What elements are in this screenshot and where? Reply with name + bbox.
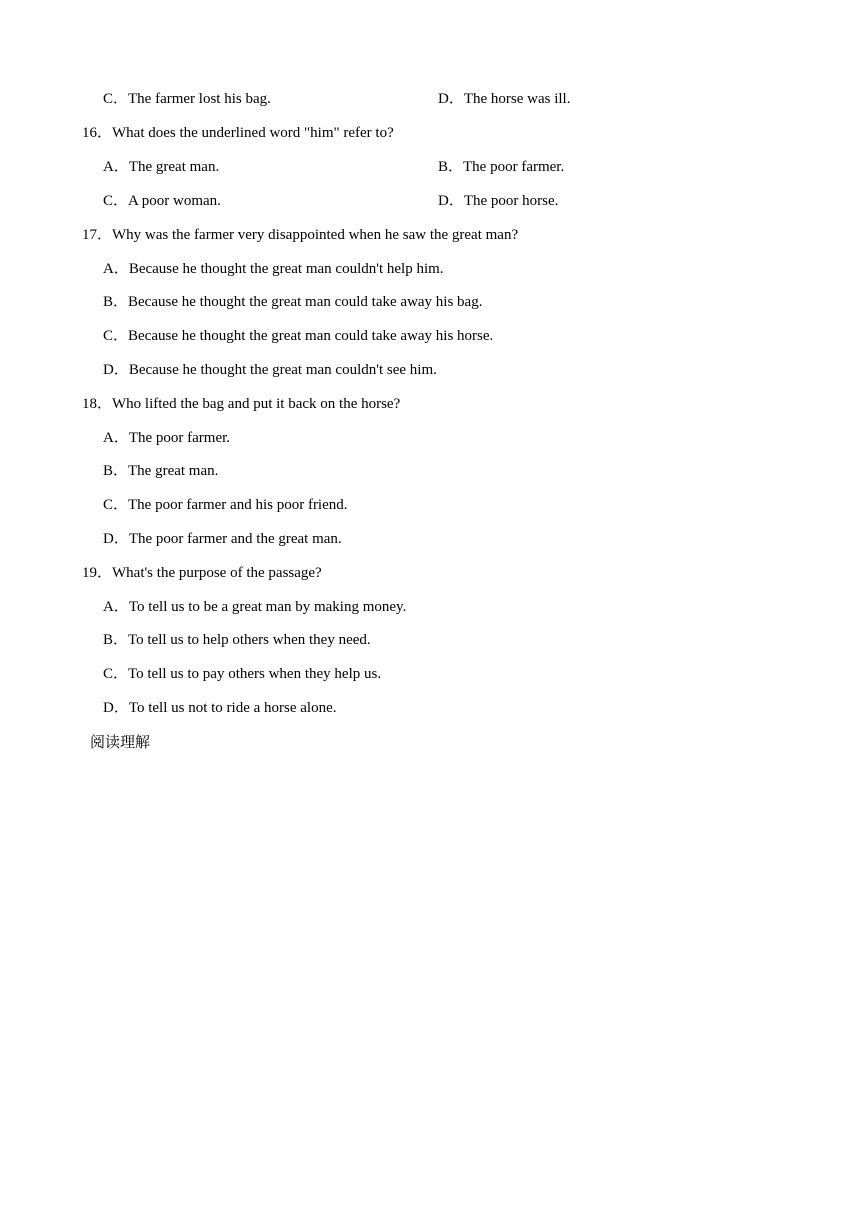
q16-option-c: C．A poor woman. xyxy=(103,193,221,209)
q15-option-d: D．The horse was ill. xyxy=(438,91,571,107)
q17-stem: 17．Why was the farmer very disappointed when he saw the great man? xyxy=(82,227,519,243)
q16-option-b: B．The poor farmer. xyxy=(438,159,565,175)
q19-option-c: C．To tell us to pay others when they help us. xyxy=(103,666,382,682)
q18-option-b: B．The great man. xyxy=(103,463,219,479)
q19-option-b: B．To tell us to help others when they need. xyxy=(103,632,371,648)
q17-option-a: A．Because he thought the great man couldn't help him. xyxy=(103,261,444,277)
q18-option-d: D．The poor farmer and the great man. xyxy=(103,531,342,547)
q19-stem: 19．What's the purpose of the passage? xyxy=(82,565,322,581)
q18-option-c: C．The poor farmer and his poor friend. xyxy=(103,497,348,513)
section-label: 阅读理解 xyxy=(90,733,151,751)
q19-option-d: D．To tell us not to ride a horse alone. xyxy=(103,700,337,716)
q16-option-a: A．The great man. xyxy=(103,159,220,175)
q19-option-a: A．To tell us to be a great man by making money. xyxy=(103,599,407,615)
q18-option-a: A．The poor farmer. xyxy=(103,430,231,446)
q16-stem: 16．What does the underlined word "him" refer to? xyxy=(82,125,394,141)
q17-option-b: B．Because he thought the great man could take away his bag. xyxy=(103,294,483,310)
q17-option-d: D．Because he thought the great man couldn't see him. xyxy=(103,362,437,378)
q17-option-c: C．Because he thought the great man could take away his horse. xyxy=(103,328,494,344)
q15-option-c: C．The farmer lost his bag. xyxy=(103,91,271,107)
q16-option-d: D．The poor horse. xyxy=(438,193,559,209)
q18-stem: 18．Who lifted the bag and put it back on the horse? xyxy=(82,396,401,412)
